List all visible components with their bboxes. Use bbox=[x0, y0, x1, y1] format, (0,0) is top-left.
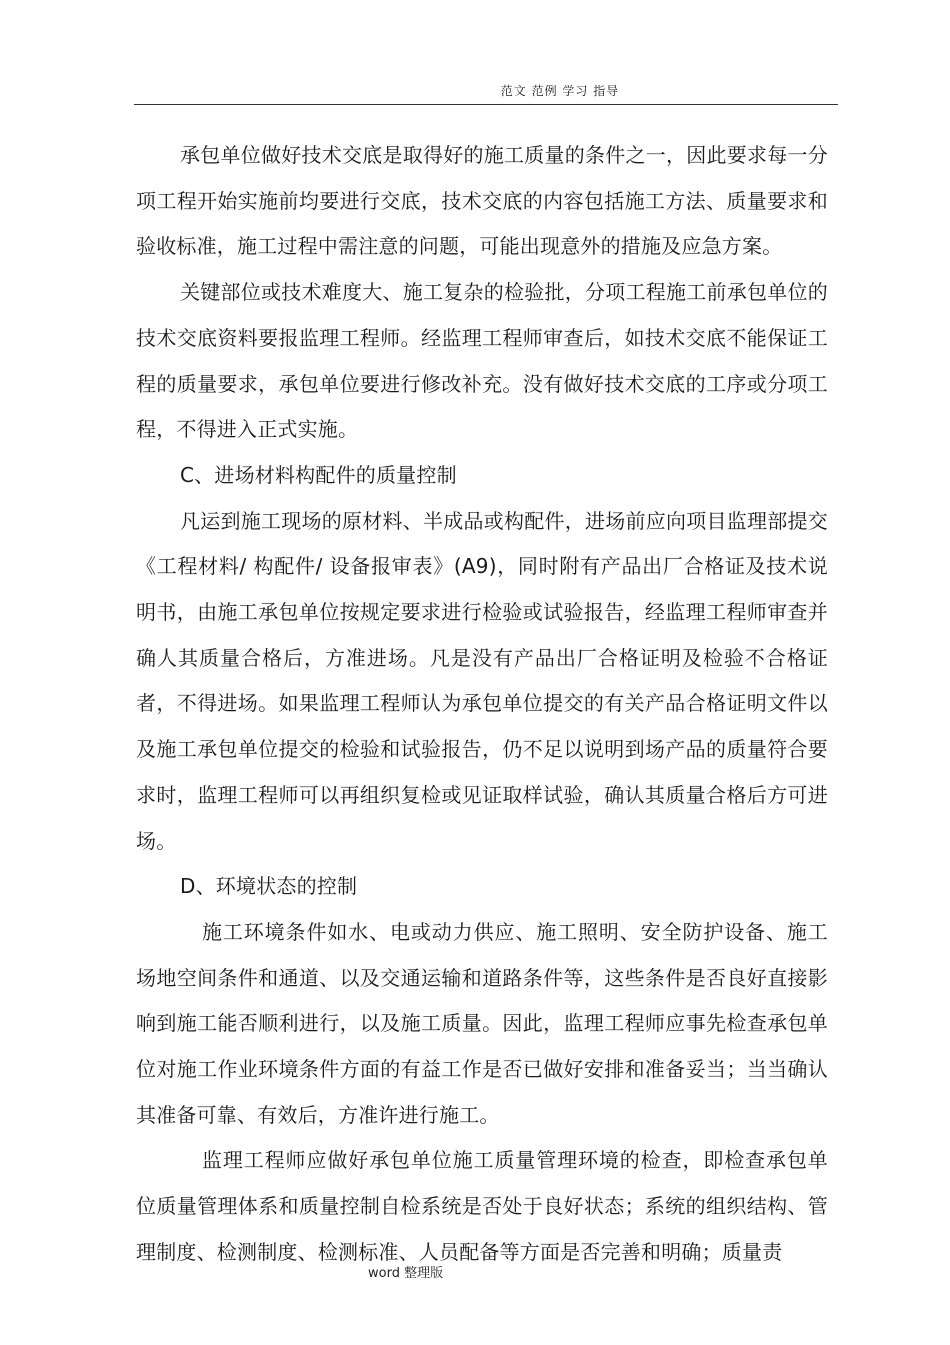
paragraph-key-parts-review: 关键部位或技术难度大、施工复杂的检验批，分项工程施工前承包单位的技术交底资料要报监理工程师。经监理工程师审查后，如技术交底不能保证工程的质量要求，承包单位要进行修改补充。没有做好技术交底的工序或分项工程，不得进入正式实施。 bbox=[136, 280, 828, 442]
section-heading-d: D、环境状态的控制 bbox=[180, 874, 358, 899]
page-header: 范文 范例 学习 指导 bbox=[500, 84, 620, 98]
page-footer: word 整理版 bbox=[368, 1266, 444, 1281]
document-body bbox=[136, 133, 828, 1276]
paragraph-quality-management-check: 监理工程师应做好承包单位施工质量管理环境的检查，即检查承包单位质量管理体系和质量控制自检系统是否处于良好状态；系统的组织结构、管理制度、检测制度、检测标准、人员配备等方面是否完善和明确；质量责 bbox=[136, 1148, 828, 1264]
paragraph-materials-control: 凡运到施工现场的原材料、半成品或构配件，进场前应向项目监理部提交《工程材料/ 构配件/ 设备报审表》(A9)，同时附有产品出厂合格证及技术说明书，由施工承包单位按规定要求进行检验或试验报告，经监理工程师审查并确人其质量合格后，方准进场。凡是没有产品出厂合格证明及检验不合格证者，不得进场。如果监理工程师认为承包单位提交的有关产品合格证明文件以及施工承包单位提交的检验和试验报告，仍不足以说明到场产品的质量符合要求时，监理工程师可以再组织复检或见证取样试验，确认其质量合格后方可进场。 bbox=[136, 508, 828, 853]
header-divider bbox=[134, 104, 838, 105]
section-heading-c: C、进场材料构配件的质量控制 bbox=[180, 462, 457, 487]
paragraph-technical-disclosure: 承包单位做好技术交底是取得好的施工质量的条件之一，因此要求每一分项工程开始实施前均要进行交底，技术交底的内容包括施工方法、质量要求和验收标准，施工过程中需注意的问题，可能出现意外的措施及应急方案。 bbox=[136, 143, 828, 259]
paragraph-environment-conditions: 施工环境条件如水、电或动力供应、施工照明、安全防护设备、施工场地空间条件和通道、以及交通运输和道路条件等，这些条件是否良好直接影响到施工能否顺利进行，以及施工质量。因此，监理工程师应事先检查承包单位对施工作业环境条件方面的有益工作是否已做好安排和准备妥当；当当确认其准备可靠、有效后，方准许进行施工。 bbox=[136, 919, 828, 1127]
